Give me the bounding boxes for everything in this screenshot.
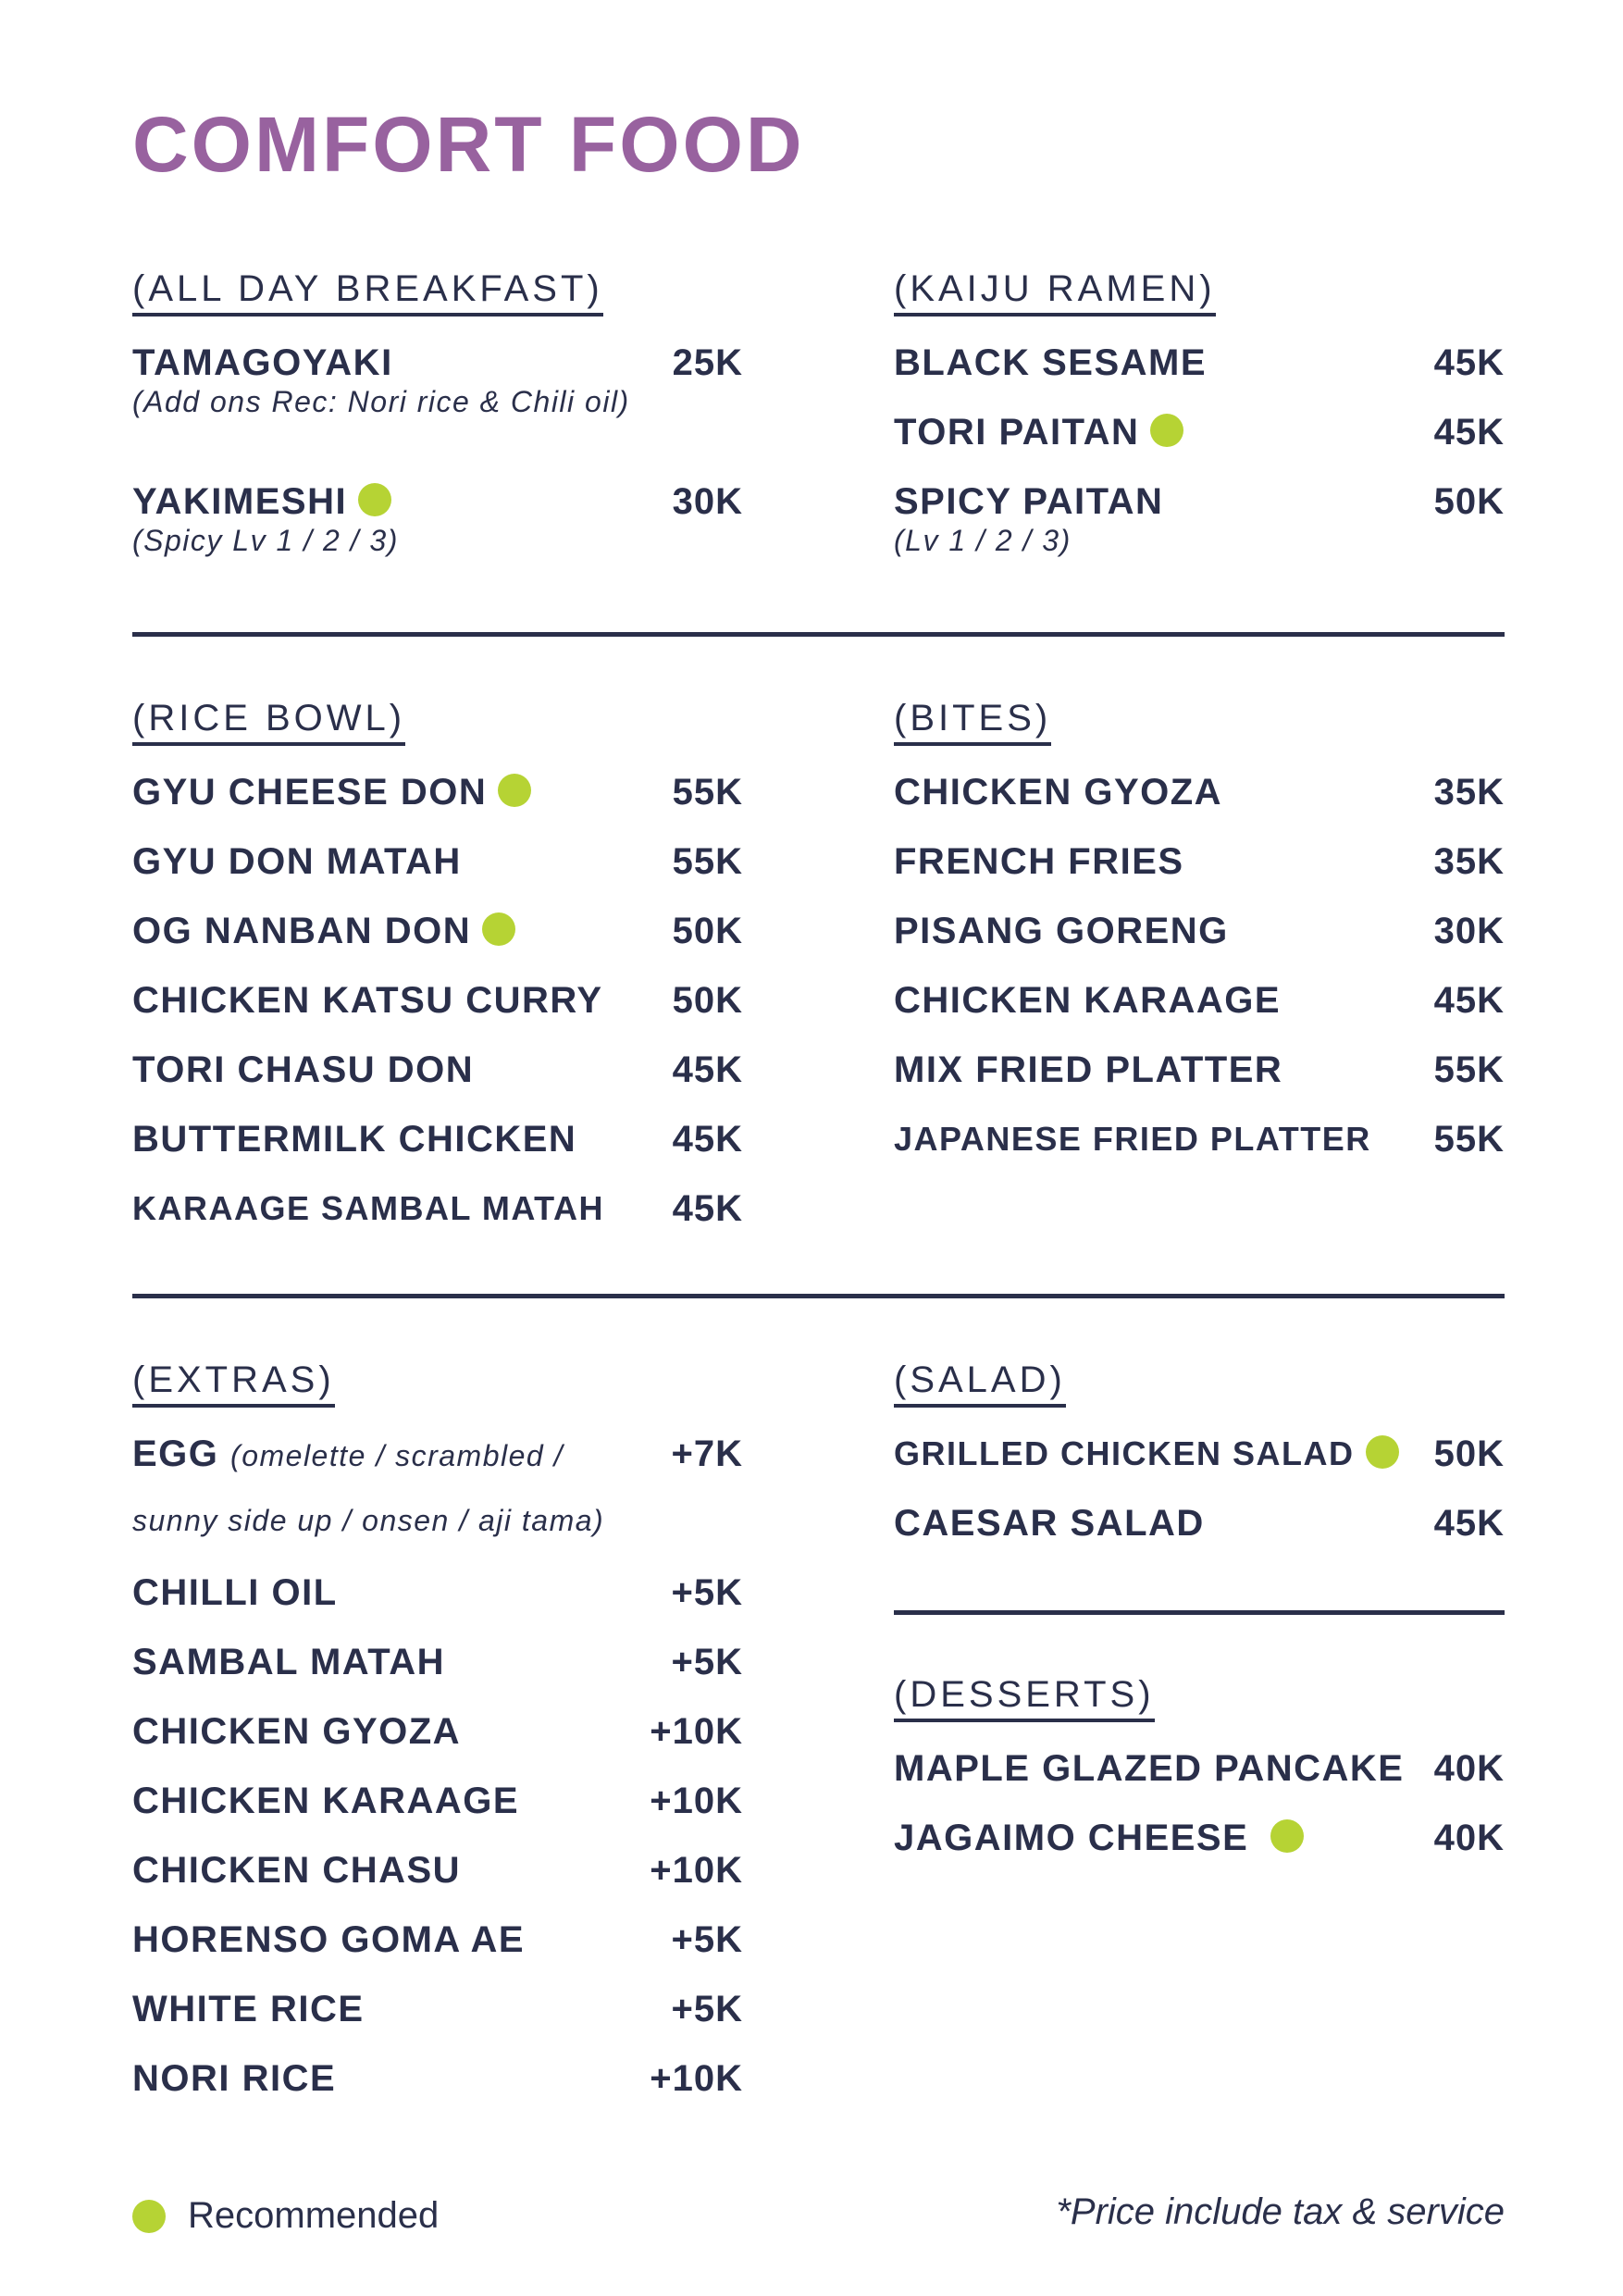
menu-item-egg: [132, 1424, 743, 1563]
menu-item: [132, 2049, 743, 2118]
item-price: +10K: [650, 1711, 743, 1752]
item-price: +5K: [671, 1642, 743, 1682]
item-price: 40K: [1433, 1748, 1505, 1789]
menu-item: [894, 333, 1505, 403]
item-price: 50K: [672, 911, 743, 951]
menu-item: [894, 763, 1505, 832]
menu-item: [132, 1702, 743, 1771]
section-bites: [894, 696, 1505, 1179]
menu-item: [894, 1808, 1505, 1878]
item-price: +10K: [650, 2058, 743, 2099]
item-name: BUTTERMILK CHICKEN: [132, 1119, 577, 1160]
section-salad: [894, 1358, 1505, 1563]
menu-item: [132, 333, 743, 472]
item-name: BLACK SESAME: [894, 342, 1208, 383]
item-price: 55K: [1433, 1049, 1505, 1090]
item-price: 30K: [672, 481, 743, 522]
item-name: JAPANESE FRIED PLATTER: [894, 1120, 1371, 1158]
menu-item: [894, 1494, 1505, 1563]
menu-item: [894, 832, 1505, 901]
item-price: 45K: [1433, 342, 1505, 383]
item-price: 45K: [1433, 412, 1505, 453]
divider: [132, 632, 1505, 637]
item-name: CAESAR SALAD: [894, 1503, 1205, 1544]
recommended-dot-icon: [1150, 414, 1183, 447]
item-price: 40K: [1433, 1818, 1505, 1858]
menu-item: [894, 1424, 1505, 1494]
item-name: SAMBAL MATAH: [132, 1642, 445, 1682]
section-extras: [132, 1358, 743, 2118]
menu-item: [132, 472, 743, 611]
item-note: (Spicy Lv 1 / 2 / 3): [132, 524, 399, 557]
item-name: TORI PAITAN: [894, 410, 1183, 454]
menu-item: [132, 971, 743, 1040]
recommended-dot-icon: [1366, 1435, 1399, 1469]
item-name: CHICKEN CHASU: [132, 1850, 462, 1891]
item-price: +5K: [671, 1989, 743, 2029]
menu-item: [132, 1771, 743, 1841]
recommended-dot-icon: [358, 483, 391, 516]
menu-item: [132, 1910, 743, 1980]
section-all-day-breakfast: [132, 267, 743, 611]
section-header: (BITES): [894, 696, 1051, 746]
item-price: +5K: [671, 1572, 743, 1613]
item-price: 55K: [1433, 1119, 1505, 1160]
item-note: (omelette / scrambled /: [230, 1439, 564, 1472]
item-price: 55K: [672, 841, 743, 882]
item-price: 45K: [672, 1119, 743, 1160]
item-name: FRENCH FRIES: [894, 841, 1184, 882]
item-price: 50K: [1433, 481, 1505, 522]
item-price: 25K: [672, 342, 743, 383]
item-name: CHICKEN KARAAGE: [132, 1781, 520, 1821]
recommended-dot-icon: [1270, 1819, 1304, 1853]
item-name: OG NANBAN DON: [132, 909, 515, 953]
item-name: CHICKEN KARAAGE: [894, 980, 1282, 1021]
item-name: MIX FRIED PLATTER: [894, 1049, 1283, 1090]
item-name: TORI CHASU DON: [132, 1049, 475, 1090]
item-name: SPICY PAITAN: [894, 481, 1164, 522]
item-name: CHILLI OIL: [132, 1572, 338, 1613]
recommended-dot-icon: [132, 2200, 166, 2233]
menu-item: [132, 1563, 743, 1632]
section-desserts: [894, 1672, 1505, 1878]
item-note: sunny side up / onsen / aji tama): [132, 1504, 605, 1537]
item-name: MAPLE GLAZED PANCAKE: [894, 1748, 1405, 1789]
item-price: +5K: [671, 1919, 743, 1960]
menu-item: [132, 1632, 743, 1702]
menu-item: [894, 901, 1505, 971]
price-note: *Price include tax & service: [1056, 2191, 1505, 2232]
section-header: (SALAD): [894, 1358, 1066, 1408]
item-price: +10K: [650, 1781, 743, 1821]
item-name: CHICKEN GYOZA: [894, 772, 1223, 813]
menu-item: [132, 1980, 743, 2049]
section-header: (DESSERTS): [894, 1672, 1155, 1722]
recommended-dot-icon: [498, 774, 531, 807]
menu-item: [132, 1110, 743, 1179]
menu-item: [132, 1179, 743, 1248]
menu-item: [132, 1040, 743, 1110]
legend-label: Recommended: [188, 2195, 440, 2236]
item-price: 35K: [1433, 772, 1505, 813]
item-name: WHITE RICE: [132, 1989, 365, 2029]
item-name: JAGAIMO CHEESE: [894, 1816, 1304, 1860]
item-name: NORI RICE: [132, 2058, 337, 2099]
divider: [132, 1294, 1505, 1298]
menu-item: [132, 832, 743, 901]
section-kaiju-ramen: [894, 267, 1505, 611]
item-price: 45K: [1433, 1503, 1505, 1544]
item-price: 30K: [1433, 911, 1505, 951]
item-name: GYU CHEESE DON: [132, 770, 531, 814]
item-name: GYU DON MATAH: [132, 841, 462, 882]
section-header: (EXTRAS): [132, 1358, 335, 1408]
recommended-dot-icon: [482, 912, 515, 946]
menu-item: [894, 472, 1505, 611]
item-price: 35K: [1433, 841, 1505, 882]
menu-item: [132, 901, 743, 971]
divider: [894, 1610, 1505, 1615]
menu-item: [894, 1739, 1505, 1808]
menu-item: [894, 403, 1505, 472]
item-name: KARAAGE SAMBAL MATAH: [132, 1189, 604, 1227]
item-price: +10K: [650, 1850, 743, 1891]
menu-item: [894, 1110, 1505, 1179]
item-name: HORENSO GOMA AE: [132, 1919, 526, 1960]
item-note: (Add ons Rec: Nori rice & Chili oil): [132, 385, 630, 418]
legend: [132, 2195, 439, 2237]
item-price: +7K: [671, 1433, 743, 1474]
menu-item: [894, 971, 1505, 1040]
item-name: CHICKEN KATSU CURRY: [132, 980, 603, 1021]
section-header: (RICE BOWL): [132, 696, 405, 746]
item-name: YAKIMESHI: [132, 479, 391, 524]
menu-item: [132, 1841, 743, 1910]
page-title: COMFORT FOOD: [132, 101, 805, 188]
item-name: GRILLED CHICKEN SALAD: [894, 1432, 1399, 1476]
item-price: 45K: [1433, 980, 1505, 1021]
menu-item: [894, 1040, 1505, 1110]
section-header: (KAIJU RAMEN): [894, 267, 1216, 316]
item-price: 45K: [672, 1049, 743, 1090]
item-name: EGG (omelette / scrambled /: [132, 1433, 564, 1474]
item-name: PISANG GORENG: [894, 911, 1229, 951]
section-rice-bowl: [132, 696, 743, 1248]
item-price: 50K: [1433, 1433, 1505, 1474]
item-name: CHICKEN GYOZA: [132, 1711, 462, 1752]
item-price: 55K: [672, 772, 743, 813]
item-price: 50K: [672, 980, 743, 1021]
section-header: (ALL DAY BREAKFAST): [132, 267, 603, 316]
item-price: 45K: [672, 1188, 743, 1229]
item-name: TAMAGOYAKI: [132, 342, 393, 383]
item-note: (Lv 1 / 2 / 3): [894, 524, 1072, 557]
menu-item: [132, 763, 743, 832]
